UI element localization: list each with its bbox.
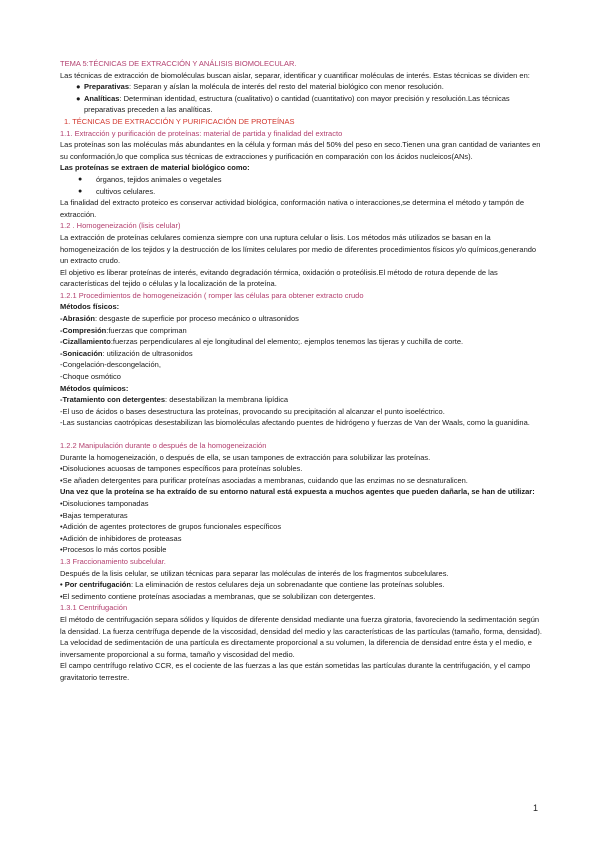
- subsection-heading: 1.3 Fraccionamiento subcelular.: [60, 556, 166, 566]
- bold-paragraph: Una vez que la proteína se ha extraído de su entorno natural está expuesta a muchos agentes que pueden dañarla, se han de utilizar:: [60, 487, 535, 497]
- list-item: •Procesos lo más cortos posible: [60, 545, 167, 555]
- list-item: •Adición de inhibidores de proteasas: [60, 533, 182, 543]
- list-item: •Adición de agentes protectores de grupos funcionales específicos: [60, 522, 282, 532]
- intro-paragraph: Las técnicas de extracción de biomoléculas buscan aislar, separar, identificar y cuantificar moléculas de interés. Estas técnicas se dividen en:: [60, 70, 530, 80]
- list-item: ● cultivos celulares.: [78, 186, 156, 196]
- subsection-heading: 1.2.1 Procedimientos de homogeneización ( romper las células para obtener extracto crudo: [60, 290, 364, 300]
- list-item: -Abrasión: desgaste de superficie por proceso mecánico o ultrasonidos: [60, 314, 299, 324]
- paragraph: Las proteínas son las moléculas más abundantes en la célula y forman más del 50% del peso en seco.Tienen una gran cantidad de variantes en su conformación,lo que complica sus técnicas de extracciones y purificación en comparación con los ácidos nucleicos(ANs).: [60, 140, 541, 161]
- subsection-heading: 1.2 . Homogeneización (lisis celular): [60, 221, 181, 231]
- page-number: 1: [533, 803, 539, 813]
- chemical-methods-heading: Métodos químicos:: [60, 383, 129, 393]
- list-item: ● Preparativas: Separan y aíslan la molécula de interés del resto del material biológico con menor resolución.: [76, 82, 444, 92]
- paragraph: La velocidad de sedimentación de una partícula es directamente proporcional a su volumen, la diferencia de densidad entre ésta y el medio, e inversamente proporcional a su forma, tamaño y viscosidad del medio.: [60, 638, 532, 659]
- paragraph: Durante la homogeneización, o después de ella, se usan tampones de extracción para solubilizar las proteínas.: [60, 452, 431, 462]
- paragraph: El objetivo es liberar proteínas de interés, evitando degradación térmica, oxidación o proteólisis.El método de rotura depende de las características del tejido o células y la localización de la proteína.: [60, 267, 498, 289]
- subsection-heading: 1.2.2 Manipulación durante o después de la homogeneización: [60, 441, 267, 450]
- list-item: -Congelación-descongelación,: [60, 360, 161, 370]
- document-title: TEMA 5:TÉCNICAS DE EXTRACCIÓN Y ANÁLISIS BIOMOLECULAR.: [60, 59, 297, 68]
- bold-paragraph: Las proteínas se extraen de material biológico como:: [60, 163, 250, 173]
- list-item: -Tratamiento con detergentes: desestabilizan la membrana lipídica: [60, 395, 289, 405]
- paragraph: La extracción de proteínas celulares comienza siempre con una ruptura celular o lisis. Los métodos más utilizados se basan en la homogeneización de los tejidos y la destrucción de los límites celulares por medio de diferentes procedimientos físicos y/o químicos,generando un extracto crudo.: [60, 232, 537, 266]
- subsection-heading: 1.1. Extracción y purificación de proteínas: material de partida y finalidad del extracto: [60, 128, 343, 138]
- document-page: [60, 58, 546, 683]
- list-item: • Por centrifugación: La eliminación de restos celulares deja un sobrenadante que contiene las proteínas solubles.: [60, 580, 445, 590]
- list-item: -Las sustancias caotrópicas desestabilizan las biomoléculas afectando puentes de hidrógeno y fuerzas de Van der Waals, como la guanidina.: [60, 418, 530, 428]
- list-item: ● Analíticas: Determinan identidad, estructura (cualitativo) o cantidad (cuantitativo) con mayor precisión y resolución.Las técnicas preparativas preceden a las analíticas.: [76, 93, 510, 115]
- bullet-icon: ●: [76, 93, 81, 103]
- bullet-icon: ●: [76, 82, 81, 92]
- bullet-icon: ●: [78, 175, 83, 183]
- physical-methods-heading: Métodos físicos:: [60, 302, 120, 312]
- list-item: •El sedimento contiene proteínas asociadas a membranas, que se solubilizan con detergentes.: [60, 591, 376, 601]
- paragraph: Después de la lisis celular, se utilizan técnicas para separar las moléculas de interés de los fragmentos subcelulares.: [60, 568, 449, 578]
- paragraph: El campo centrífugo relativo CCR, es el cociente de las fuerzas a las que están sometidas las partículas durante la centrifugación, y el campo gravitatorio terrestre.: [60, 661, 531, 682]
- list-item: -Choque osmótico: [60, 372, 121, 382]
- list-item: •Disoluciones acuosas de tampones específicos para proteínas solubles.: [60, 464, 303, 474]
- paragraph: La finalidad del extracto proteico es conservar actividad biológica, conformación nativa o interacciones,se determina el método y tampón de extracción.: [60, 198, 525, 219]
- list-item: •Disoluciones tamponadas: [60, 498, 149, 508]
- list-item: -Compresión:fuerzas que compriman: [60, 325, 187, 335]
- section-heading: 1. TÉCNICAS DE EXTRACCIÓN Y PURIFICACIÓN DE PROTEÍNAS: [64, 116, 295, 126]
- subsection-heading: 1.3.1 Centrifugación: [60, 603, 128, 613]
- bullet-icon: ●: [78, 187, 83, 195]
- list-item: -Sonicación: utilización de ultrasonidos: [60, 348, 193, 358]
- list-item: •Se añaden detergentes para purificar proteínas asociadas a membranas, cuidando que las enzimas no se desnaturalicen.: [60, 475, 468, 485]
- list-item: •Bajas temperaturas: [60, 510, 128, 520]
- list-item: -El uso de ácidos o bases desestructura las proteínas, provocando su precipitación al alcanzar el punto isoeléctrico.: [60, 406, 445, 416]
- list-item: ● órganos, tejidos animales o vegetales: [78, 174, 222, 184]
- list-item: -Cizallamiento:fuerzas perpendiculares al eje longitudinal del elemento;. ejemplos tenemos las tijeras y cuchilla de corte.: [60, 337, 464, 347]
- paragraph: El método de centrifugación separa sólidos y líquidos de diferente densidad mediante una fuerza giratoria, favoreciendo la sedimentación según la densidad. La fuerza centrífuga depende de la viscosidad, densidad del medio y las características de las partículas (tamaño, forma, densidad).: [60, 614, 542, 636]
